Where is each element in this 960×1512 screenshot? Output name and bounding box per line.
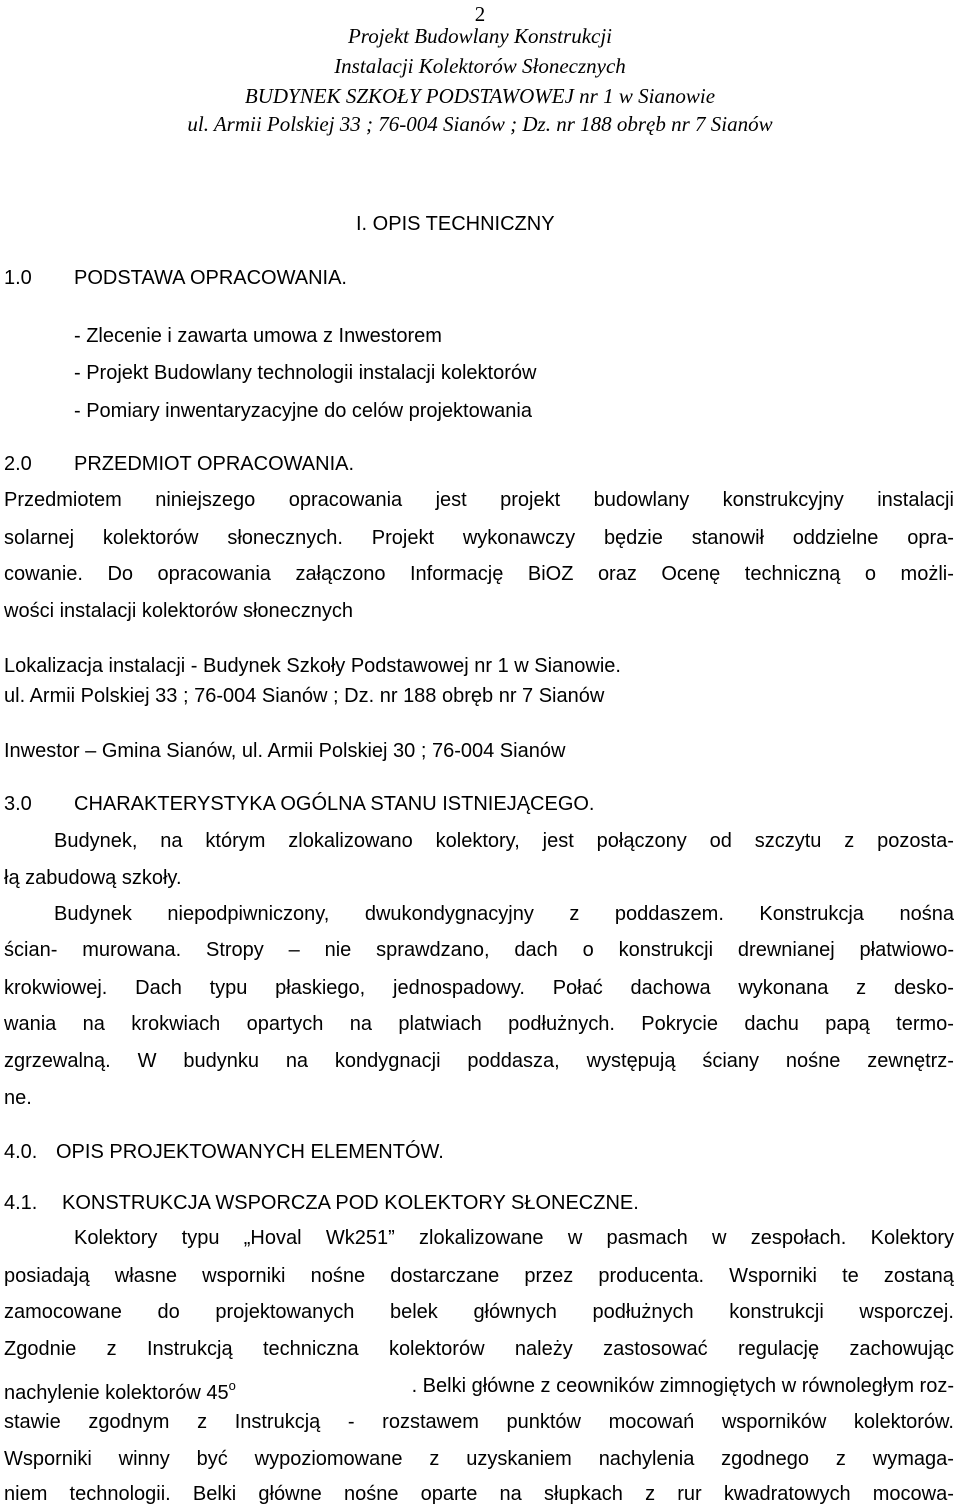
paragraph-line: Budynek, na którym zlokalizowano kolektory, jest połączony od szczytu z pozosta- [54, 830, 954, 852]
paragraph-line: Wsporniki winny być wypoziomowane z uzyskaniem nachylenia zgodnego z wymaga- [4, 1448, 954, 1470]
header-line-3: BUDYNEK SZKOŁY PODSTAWOWEJ nr 1 w Sianowie [244, 84, 716, 108]
paragraph-line: Kolektory typu „Hoval Wk251” zlokalizowane w pasmach w zespołach. Kolektory [74, 1227, 954, 1249]
line-start: nachylenie kolektorów 45$^o$ [4, 1378, 236, 1404]
paragraph-line: łą zabudową szkoły. [4, 867, 182, 889]
paragraph-line: zgrzewalną. W budynku na kondygnacji poddasza, występują ściany nośne zewnętrz- [4, 1050, 954, 1072]
section-3-heading: CHARAKTERYSTYKA OGÓLNA STANU ISTNIEJĄCEGO. [74, 793, 595, 815]
document-title: I. OPIS TECHNICZNY [356, 213, 555, 235]
line-end: . Belki główne z ceowników zimnogiętych w równoległym roz- [411, 1375, 954, 1397]
paragraph-line: ne. [4, 1087, 32, 1109]
section-4-heading: OPIS PROJEKTOWANYCH ELEMENTÓW. [56, 1141, 444, 1163]
paragraph-line: Zgodnie z Instrukcją techniczna kolektorów należy zastosować regulację zachowując [4, 1338, 954, 1360]
paragraph-line: posiadają własne wsporniki nośne dostarczane przez producenta. Wsporniki te zostaną [4, 1265, 954, 1287]
list-item: - Pomiary inwentaryzacyjne do celów projektowania [74, 400, 532, 422]
paragraph-line: wania na krokwiach opartych na platwiach podłużnych. Pokrycie dachu papą termo- [4, 1013, 954, 1035]
section-4-number: 4.0. [4, 1141, 38, 1163]
section-4-1-heading: KONSTRUKCJA WSPORCZA POD KOLEKTORY SŁONECZNE. [62, 1192, 639, 1214]
paragraph-line: niem technologii. Belki główne nośne oparte na słupkach z rur kwadratowych mocowa- [4, 1483, 954, 1505]
location-line: Lokalizacja instalacji - Budynek Szkoły Podstawowej nr 1 w Sianowie. [4, 655, 621, 677]
section-4-1-number: 4.1. [4, 1192, 38, 1214]
header-line-1: Projekt Budowlany Konstrukcji [347, 24, 613, 48]
investor-line: Inwestor – Gmina Sianów, ul. Armii Polskiej 30 ; 76-004 Sianów [4, 740, 566, 762]
paragraph-line: krokwiowej. Dach typu płaskiego, jednospadowy. Połać dachowa wykonana z desko- [4, 977, 954, 999]
page-number: 2 [474, 2, 486, 26]
paragraph-line: wości instalacji kolektorów słonecznych [4, 600, 354, 622]
header-line-4: ul. Armii Polskiej 33 ; 76-004 Sianów ; Dz. nr 188 obręb nr 7 Sianów [187, 112, 773, 136]
paragraph-line-with-degree [4, 1374, 954, 1405]
paragraph-line: solarnej kolektorów słonecznych. Projekt wykonawczy będzie stanowił oddzielne opra- [4, 527, 954, 549]
paragraph-line: ścian- murowana. Stropy – nie sprawdzano, dach o konstrukcji drewnianej płatwiowo- [4, 939, 954, 961]
list-item: - Projekt Budowlany technologii instalacji kolektorów [74, 362, 537, 384]
paragraph-line: cowanie. Do opracowania załączono Informację BiOZ oraz Ocenę techniczną o możli- [4, 563, 954, 585]
paragraph-line: Budynek niepodpiwniczony, dwukondygnacyjny z poddaszem. Konstrukcja nośna [54, 903, 954, 925]
section-3-number: 3.0 [4, 793, 32, 815]
location-line: ul. Armii Polskiej 33 ; 76-004 Sianów ; Dz. nr 188 obręb nr 7 Sianów [4, 685, 605, 707]
section-2-number: 2.0 [4, 453, 32, 475]
section-1-number: 1.0 [4, 267, 32, 289]
degree-superscript: o [228, 1378, 236, 1393]
header-line-2: Instalacji Kolektorów Słonecznych [334, 54, 626, 78]
list-item: - Zlecenie i zawarta umowa z Inwestorem [74, 325, 442, 347]
paragraph-line: stawie zgodnym z Instrukcją - rozstawem punktów mocowań wsporników kolektorów. [4, 1411, 954, 1433]
section-2-heading: PRZEDMIOT OPRACOWANIA. [74, 453, 355, 475]
paragraph-line: Przedmiotem niniejszego opracowania jest projekt budowlany konstrukcyjny instalacji [4, 489, 954, 511]
section-1-heading: PODSTAWA OPRACOWANIA. [74, 267, 347, 289]
paragraph-line: zamocowane do projektowanych belek głównych podłużnych konstrukcji wsporczej. [4, 1301, 954, 1323]
